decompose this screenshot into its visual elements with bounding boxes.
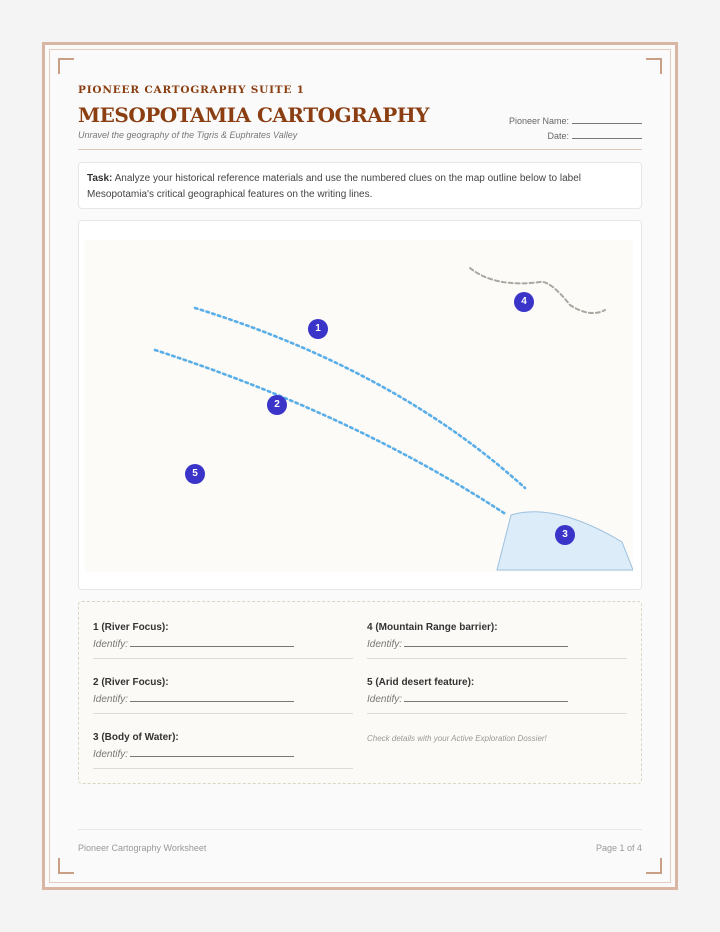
corner-ornament xyxy=(58,858,74,874)
marker-3[interactable]: 3 xyxy=(555,525,575,545)
clue-3 xyxy=(93,732,353,769)
task-label: Task: xyxy=(87,173,113,184)
identify-label: Identify: xyxy=(93,639,129,650)
clue-divider xyxy=(93,768,353,769)
page-subtitle: Unravel the geography of the Tigris & Euphrates Valley xyxy=(78,130,298,140)
task-text: Analyze your historical reference materials and use the numbered clues on the map outline below to label Mesopotamia's critical geographical features on the writing lines. xyxy=(87,173,582,200)
pioneer-name-line[interactable] xyxy=(572,115,642,124)
marker-5[interactable]: 5 xyxy=(185,464,205,484)
clue-4-label: 4 (Mountain Range barrier): xyxy=(367,622,498,633)
identify-label: Identify: xyxy=(93,749,129,760)
clue-5-label: 5 (Arid desert feature): xyxy=(367,677,475,688)
date-line[interactable] xyxy=(572,130,642,139)
identify-label: Identify: xyxy=(367,639,403,650)
answer-line[interactable] xyxy=(404,692,568,702)
answer-line[interactable] xyxy=(130,637,294,647)
river-1-line xyxy=(195,308,525,488)
corner-ornament xyxy=(58,58,74,74)
clue-divider xyxy=(93,713,353,714)
map-outline xyxy=(85,240,633,572)
clue-2 xyxy=(93,677,353,714)
answer-line[interactable] xyxy=(404,637,568,647)
page-title: MESOPOTAMIA CARTOGRAPHY xyxy=(78,103,429,127)
identify-label: Identify: xyxy=(93,694,129,705)
clue-1-answer[interactable] xyxy=(93,637,353,650)
date-field[interactable] xyxy=(547,130,642,141)
pioneer-name-field[interactable] xyxy=(509,115,642,126)
clue-4 xyxy=(367,622,627,659)
suite-label: PIONEER CARTOGRAPHY SUITE 1 xyxy=(78,84,305,96)
footer-divider xyxy=(78,829,642,830)
clue-4-answer[interactable] xyxy=(367,637,627,650)
clue-5 xyxy=(367,677,627,714)
task-box xyxy=(78,162,642,209)
answer-line[interactable] xyxy=(130,747,294,757)
footer-title: Pioneer Cartography Worksheet xyxy=(78,843,207,853)
marker-2[interactable]: 2 xyxy=(267,395,287,415)
identify-label: Identify: xyxy=(367,694,403,705)
clue-3-label: 3 (Body of Water): xyxy=(93,732,179,743)
clue-divider xyxy=(367,713,627,714)
page-number: Page 1 of 4 xyxy=(595,843,642,853)
corner-ornament xyxy=(646,58,662,74)
clue-2-answer[interactable] xyxy=(93,692,353,705)
mountain-range-line xyxy=(470,268,605,313)
clue-divider xyxy=(93,658,353,659)
clue-1 xyxy=(93,622,353,659)
clue-5-answer[interactable] xyxy=(367,692,627,705)
marker-4[interactable]: 4 xyxy=(514,292,534,312)
clue-1-label: 1 (River Focus): xyxy=(93,622,169,633)
date-label: Date: xyxy=(547,131,569,141)
dossier-note: Check details with your Active Exploration Dossier! xyxy=(367,734,547,743)
clue-3-answer[interactable] xyxy=(93,747,353,760)
map-area xyxy=(85,240,633,572)
clue-2-label: 2 (River Focus): xyxy=(93,677,169,688)
pioneer-name-label: Pioneer Name: xyxy=(508,116,569,126)
clue-divider xyxy=(367,658,627,659)
header-divider xyxy=(78,149,642,150)
answer-line[interactable] xyxy=(130,692,294,702)
marker-1[interactable]: 1 xyxy=(308,319,328,339)
corner-ornament xyxy=(646,858,662,874)
